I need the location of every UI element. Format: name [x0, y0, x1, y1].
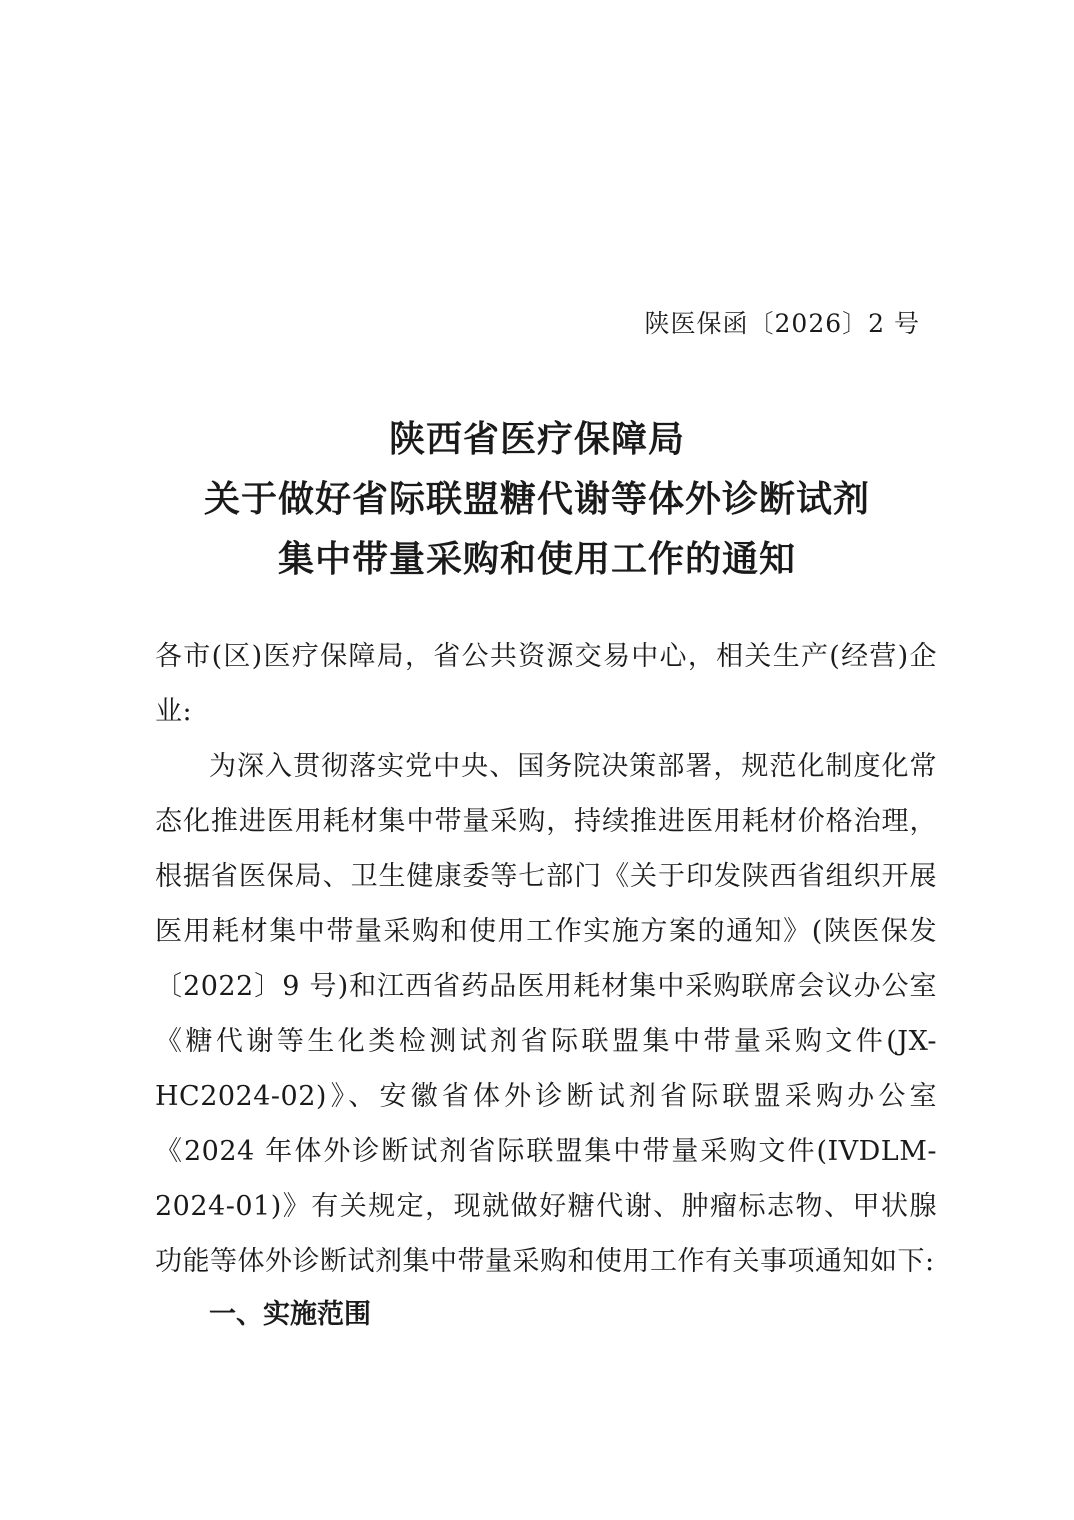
document-body [155, 629, 937, 1289]
document-title [0, 410, 1074, 590]
intro-paragraph: 为深入贯彻落实党中央、国务院决策部署，规范化制度化常态化推进医用耗材集中带量采购，持续推进医用耗材价格治理，根据省医保局、卫生健康委等七部门《关于印发陕西省组织开展医用耗材集中带量采购和使用工作实施方案的通知》(陕医保发〔2022〕9 号)和江西省药品医用耗材集中采购联席会议办公室《糖代谢等生化类检测试剂省际联盟集中带量采购文件(JX-HC2024-02)》、安徽省体外诊断试剂省际联盟采购办公室《2024 年体外诊断试剂省际联盟集中带量采购文件(IVDLM-2024-01)》有关规定，现就做好糖代谢、肿瘤标志物、甲状腺功能等体外诊断试剂集中带量采购和使用工作有关事项通知如下: [155, 751, 937, 1277]
document-number: 陕医保函〔2026〕2 号 [644, 309, 920, 338]
title-line-issuer: 陕西省医疗保障局 [388, 419, 685, 460]
title-line-subject-cont: 集中带量采购和使用工作的通知 [277, 539, 796, 580]
section-heading-scope: 一、实施范围 [209, 1299, 371, 1330]
title-line-subject: 关于做好省际联盟糖代谢等体外诊断试剂 [203, 479, 870, 520]
salutation: 各市(区)医疗保障局，省公共资源交易中心，相关生产(经营)企业: [155, 641, 937, 727]
